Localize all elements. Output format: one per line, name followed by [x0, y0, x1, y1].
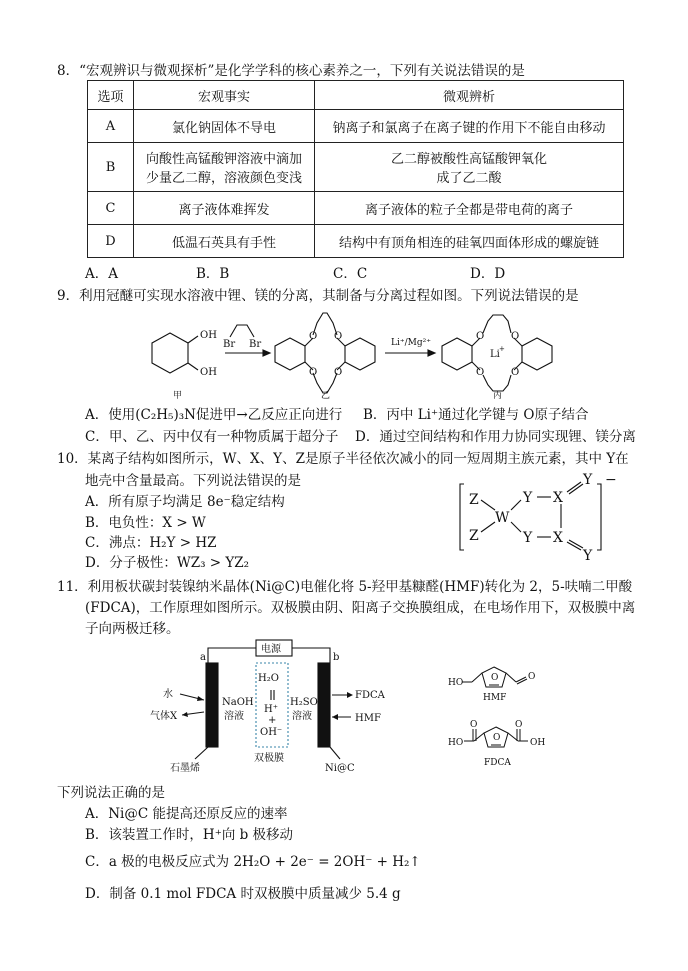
plus-label: + — [268, 715, 277, 726]
h2so4-label: H₂SO₄ — [290, 697, 322, 708]
row-micro-line1: 乙二醇被酸性高锰酸钾氧化 — [390, 152, 547, 167]
atom-z: Z — [469, 528, 479, 544]
hmf-structure-label: HMF — [483, 693, 507, 703]
q9-option-c: C．甲、乙、丙中仅有一种物质属于超分子 — [85, 429, 339, 445]
q8-choice-a: A．A — [85, 266, 118, 282]
row-micro: 结构中有顶角相连的硅氧四面体形成的螺旋链 — [315, 225, 624, 258]
furan-o-label: O — [491, 673, 499, 683]
row-option: C — [88, 192, 134, 225]
q11-option-d: D．制备 0.1 mol FDCA 时双极膜中质量减少 5.4 g — [85, 886, 401, 902]
row-micro-line2: 成了乙二酸 — [436, 171, 502, 186]
o-label: O — [334, 331, 343, 342]
row-fact — [134, 143, 315, 192]
o-label: O — [476, 331, 485, 342]
q8-choice-c: C．C — [333, 266, 368, 282]
atom-y: Y — [523, 490, 533, 506]
ion-charge: − — [605, 472, 617, 488]
q11-prompt: 下列说法正确的是 — [57, 785, 165, 801]
row-fact-line2: 少量乙二醇，溶液颜色变浅 — [145, 171, 302, 186]
header-option: 选项 — [88, 81, 134, 110]
li-mg-ion-label: Li⁺/Mg²⁺ — [391, 338, 431, 348]
atom-y: Y — [523, 530, 533, 546]
table-row — [88, 225, 624, 258]
electrode-a-label: a — [200, 652, 206, 663]
q10-option-a: A．所有原子均满足 8e⁻稳定结构 — [85, 494, 285, 510]
membrane-label: 双极膜 — [254, 753, 284, 764]
li-label: Li — [490, 349, 500, 360]
ion-structure-diagram — [455, 470, 625, 562]
o-label: O — [476, 367, 485, 378]
gas-x-label: 气体X — [150, 711, 178, 722]
oh-label: OH — [200, 367, 217, 378]
hmf-fdca-structures — [440, 655, 580, 775]
q10-option-c: C．沸点：H₂Y > HZ — [85, 535, 217, 551]
atom-x: X — [553, 530, 563, 546]
q10-stem-line1: 10．某离子结构如图所示，W、X、Y、Z是原子半径依次减小的同一短周期主族元素，其中 Y在 — [57, 451, 629, 467]
o-label: O — [309, 331, 318, 342]
q9-option-b: B．丙中 Li⁺通过化学键与 O原子结合 — [363, 407, 589, 423]
label-bing: 丙 — [493, 391, 503, 400]
label-jia: 甲 — [173, 391, 183, 400]
header-fact: 宏观事实 — [134, 81, 315, 110]
q10-option-d: D．分子极性：WZ₃ > YZ₂ — [85, 555, 250, 571]
nic-label: Ni@C — [325, 763, 355, 774]
row-micro: 钠离子和氯离子在离子键的作用下不能自由移动 — [315, 110, 624, 143]
electrolysis-cell-diagram — [150, 635, 420, 775]
naoh-solution-label: 溶液 — [224, 711, 244, 722]
o-label: O — [511, 331, 520, 342]
benzene-ring-bing-right — [522, 338, 552, 370]
atom-w: W — [495, 510, 510, 526]
label-yi: 乙 — [321, 391, 331, 400]
q10-stem-line2: 地壳中含量最高。下列说法错误的是 — [85, 473, 301, 489]
q8-choice-b: B．B — [196, 266, 230, 282]
row-fact-line1: 向酸性高锰酸钾溶液中滴加 — [145, 152, 302, 167]
atom-y: Y — [583, 472, 593, 488]
atom-z: Z — [469, 492, 479, 508]
h2so4-solution-label: 溶液 — [292, 711, 312, 722]
table-row — [88, 143, 624, 192]
table-row — [88, 192, 624, 225]
electrode-a — [206, 663, 218, 747]
row-fact: 离子液体难挥发 — [134, 192, 315, 225]
oh-minus-label: OH⁻ — [260, 727, 283, 738]
o-label: O — [334, 367, 343, 378]
aldehyde-o-label: O — [528, 672, 536, 682]
graphene-label: 石墨烯 — [170, 763, 200, 774]
q8-stem: 8．“宏观辨识与微观探析”是化学学科的核心素养之一，下列有关说法错误的是 — [57, 63, 525, 79]
carbonyl-o-label: O — [515, 720, 523, 730]
q9-stem: 9．利用冠醚可实现水溶液中锂、镁的分离，其制备与分离过程如图。下列说法错误的是 — [57, 288, 579, 304]
q11-stem-line1: 11．利用板状碳封装镍纳米晶体(Ni@C)电催化将 5-羟甲基糠醛(HMF)转化为 2，5-呋喃二甲酸 — [57, 579, 633, 595]
naoh-label: NaOH — [222, 697, 254, 708]
carbonyl-o-label: O — [470, 720, 478, 730]
benzene-ring-yi-right — [345, 338, 375, 370]
row-micro: 离子液体的粒子全都是带电荷的离子 — [315, 192, 624, 225]
q11-stem-line3: 子向两极迁移。 — [85, 621, 180, 637]
atom-y: Y — [583, 548, 593, 562]
o-label: O — [511, 367, 520, 378]
fdca-structure-label: FDCA — [484, 758, 511, 768]
furan-o-label: O — [493, 733, 501, 743]
q9-option-a: A．使用(C₂H₅)₃N促进甲→乙反应正向进行 — [85, 407, 343, 423]
q9-option-d: D．通过空间结构和作用力协同实现锂、镁分离 — [355, 429, 636, 445]
row-fact: 低温石英具有手性 — [134, 225, 315, 258]
row-micro — [315, 143, 624, 192]
benzene-ring-jia — [152, 333, 188, 373]
row-fact: 氯化钠固体不导电 — [134, 110, 315, 143]
header-micro: 微观辨析 — [315, 81, 624, 110]
hmf-input-label: HMF — [355, 713, 381, 724]
q8-table — [87, 80, 624, 258]
row-option: A — [88, 110, 134, 143]
br-label: Br — [223, 339, 236, 350]
q8-choice-d: D．D — [470, 266, 506, 282]
q11-stem-line2: (FDCA)，工作原理如图所示。双极膜由阴、阳离子交换膜组成，在电场作用下，双极膜中离 — [85, 600, 636, 616]
row-option: D — [88, 225, 134, 258]
h-plus-label: H⁺ — [264, 704, 278, 715]
atom-x: X — [553, 490, 563, 506]
crown-ether-scheme — [145, 305, 565, 400]
q11-option-c: C．a 极的电极反应式为 2H₂O + 2e⁻ = 2OH⁻ + H₂↑ — [85, 854, 421, 870]
ho-label: HO — [448, 738, 464, 748]
row-option: B — [88, 143, 134, 192]
q11-option-b: B．该装置工作时，H⁺向 b 极移动 — [85, 827, 294, 843]
water-label: 水 — [163, 689, 173, 700]
oh-label: OH — [530, 738, 546, 748]
h2o-label: H₂O — [258, 673, 279, 684]
q10-option-b: B．电负性：X > W — [85, 515, 206, 531]
table-row — [88, 110, 624, 143]
li-charge: + — [499, 345, 505, 353]
o-label: O — [309, 367, 318, 378]
electrode-b-label: b — [333, 652, 340, 663]
ho-label: HO — [448, 678, 464, 688]
power-label: 电源 — [261, 644, 281, 655]
oh-label: OH — [200, 330, 217, 341]
br-label: Br — [249, 339, 262, 350]
fdca-output-label: FDCA — [355, 690, 385, 701]
benzene-ring-yi-left — [275, 338, 305, 370]
benzene-ring-bing-left — [442, 338, 472, 370]
q11-option-a: A．Ni@C 能提高还原反应的速率 — [85, 806, 288, 822]
